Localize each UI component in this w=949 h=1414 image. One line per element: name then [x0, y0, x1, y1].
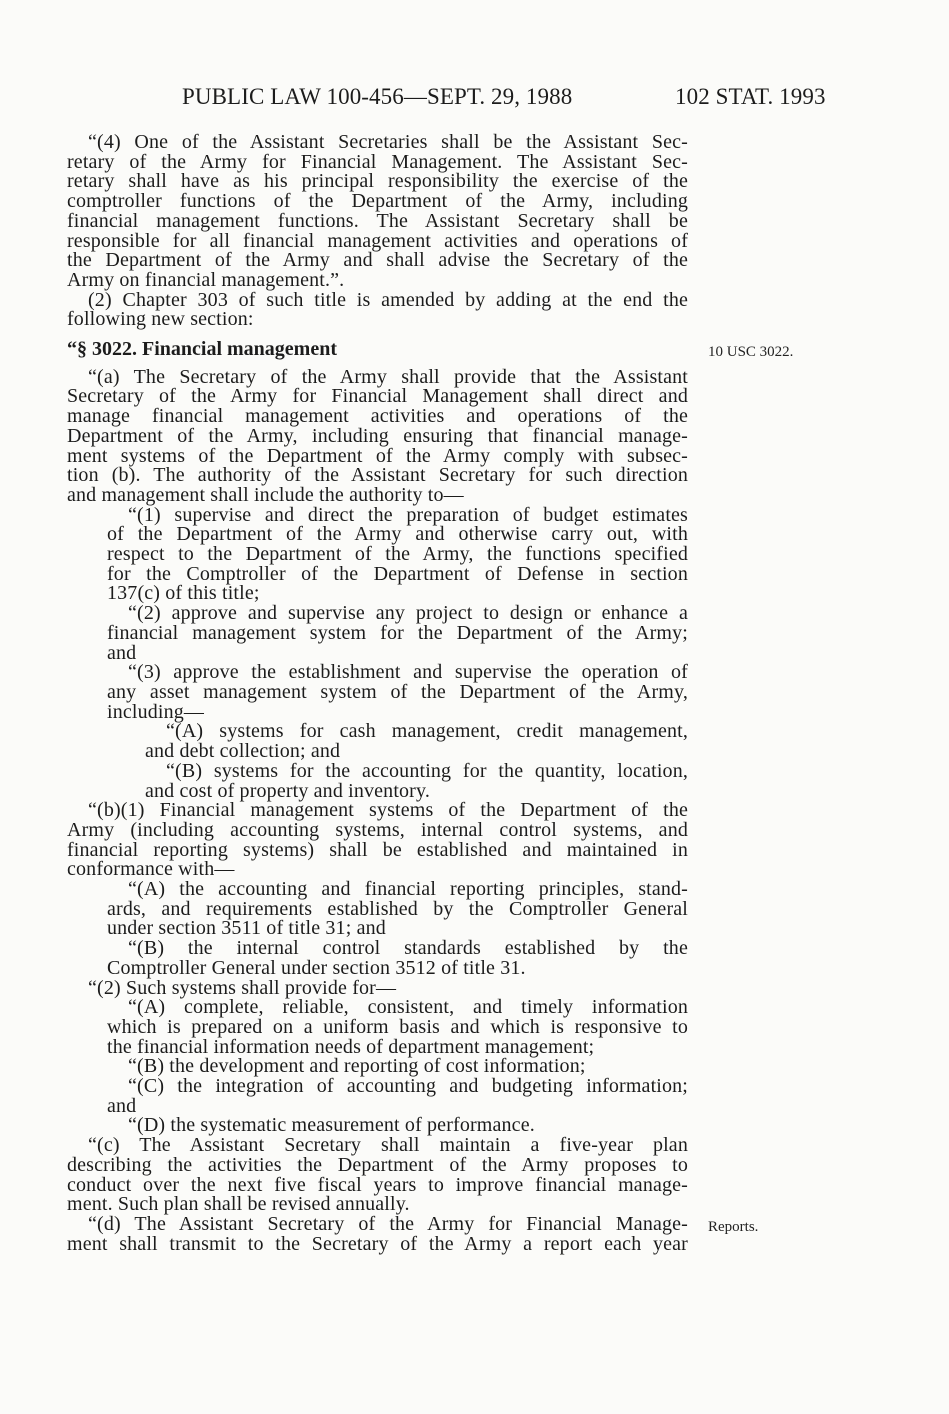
text-line: financial management functions. The Assistant Secretary shall be	[67, 209, 688, 232]
text-line: “(2) approve and supervise any project to design or enhance a	[128, 602, 688, 625]
text-line: “(B) systems for the accounting for the quantity, location,	[166, 759, 688, 782]
text-line: retary of the Army for Financial Management. The Assistant Sec-	[67, 150, 688, 173]
text-line: “(D) the systematic measurement of performance.	[128, 1114, 535, 1137]
paragraph	[67, 1136, 688, 1215]
text-line: “(A) complete, reliable, consistent, and timely information	[128, 996, 688, 1019]
text-line: ards, and requirements established by the Comptroller General	[107, 897, 688, 920]
text-line: 137(c) of this title;	[107, 582, 260, 605]
text-line: manage financial management activities and operations of the	[67, 405, 688, 428]
text-line: and management shall include the authority to—	[67, 483, 464, 506]
text-line: “(3) approve the establishment and supervise the operation of	[128, 661, 688, 684]
text-line: describing the activities the Department of the Army proposes to	[67, 1153, 688, 1176]
paragraph	[67, 722, 688, 761]
text-line: and debt collection; and	[145, 740, 341, 763]
text-line: “(a) The Secretary of the Army shall provide that the Assistant	[88, 365, 688, 388]
text-line: Army on financial management.”.	[67, 268, 345, 291]
text-line: “(B) the internal control standards established by the	[128, 937, 688, 960]
text-line: “(1) supervise and direct the preparation of budget estimates	[128, 503, 688, 526]
text-line: under section 3511 of title 31; and	[107, 917, 386, 940]
statute-body	[67, 131, 794, 1255]
text-line: the Department of the Army and shall advise the Secretary of the	[67, 249, 688, 272]
text-line: “(4) One of the Assistant Secretaries shall be the Assistant Sec-	[88, 131, 688, 153]
text-line: comptroller functions of the Department of the Army, including	[67, 190, 688, 213]
text-line: Comptroller General under section 3512 of title 31.	[107, 956, 526, 979]
text-line: ment systems of the Department of the Army comply with subsec-	[67, 444, 688, 467]
text-line: Army (including accounting systems, internal control systems, and	[67, 818, 688, 841]
paragraph	[67, 759, 688, 802]
paragraph	[67, 801, 688, 880]
paragraph	[67, 288, 688, 331]
margin-note-citation: 10 USC 3022.	[708, 344, 794, 361]
text-line: “(B) the development and reporting of cost information;	[128, 1055, 586, 1078]
text-line: conduct over the next five fiscal years to improve financial manage-	[67, 1173, 688, 1196]
paragraph	[67, 663, 688, 722]
text-line: “(b)(1) Financial management systems of the Department of the	[88, 799, 688, 822]
paragraph	[67, 133, 688, 291]
text-line: Department of the Army, including ensuring that financial manage-	[67, 424, 688, 447]
section-heading-text: “§ 3022. Financial management	[67, 338, 337, 361]
paragraph	[67, 604, 688, 663]
text-line: and	[107, 641, 137, 664]
text-line: for the Comptroller of the Department of Defense in section	[107, 562, 688, 585]
paragraph	[67, 503, 688, 605]
text-line: “(c) The Assistant Secretary shall maintain a five-year plan	[88, 1134, 688, 1157]
page-number: 102 STAT. 1993	[675, 84, 826, 109]
text-line: retary shall have as his principal responsibility the exercise of the	[67, 170, 688, 193]
margin-note: Reports.	[708, 1218, 759, 1235]
text-line: “(2) Such systems shall provide for—	[88, 976, 397, 999]
running-header-title: PUBLIC LAW 100-456—SEPT. 29, 1988	[182, 84, 573, 109]
text-line: which is prepared on a uniform basis and which is responsive to	[107, 1015, 688, 1038]
text-line: following new section:	[67, 308, 254, 331]
text-line: “(d) The Assistant Secretary of the Army for Financial Manage-	[88, 1212, 688, 1235]
text-line: “(A) the accounting and financial reporting principles, stand-	[128, 878, 688, 901]
text-line: and cost of property and inventory.	[145, 779, 430, 802]
text-line: the financial information needs of department management;	[107, 1035, 595, 1058]
text-line: responsible for all financial management activities and operations of	[67, 229, 688, 252]
paragraph	[67, 365, 688, 506]
text-line: “(A) systems for cash management, credit management,	[166, 720, 688, 743]
paragraph	[67, 998, 688, 1057]
paragraph	[67, 939, 688, 978]
text-line: ment. Such plan shall be revised annually.	[67, 1193, 410, 1216]
text-line: including—	[107, 700, 205, 723]
text-line: Secretary of the Army for Financial Management shall direct and	[67, 385, 688, 408]
paragraph	[67, 1077, 688, 1116]
section-heading	[67, 338, 794, 361]
text-line: “(C) the integration of accounting and budgeting information;	[128, 1075, 688, 1098]
text-line: tion (b). The authority of the Assistant Secretary for such direction	[67, 464, 688, 487]
text-line: of the Department of the Army and otherwise carry out, with	[107, 523, 688, 546]
text-line: financial reporting systems) shall be established and maintained in	[67, 838, 688, 861]
text-line: (2) Chapter 303 of such title is amended by adding at the end the	[88, 288, 688, 311]
paragraph	[67, 880, 688, 939]
text-line: and	[107, 1094, 137, 1117]
text-line: financial management system for the Department of the Army;	[107, 621, 688, 644]
text-line: ment shall transmit to the Secretary of the Army a report each year	[67, 1232, 688, 1255]
text-line: conformance with—	[67, 858, 235, 881]
text-line: respect to the Department of the Army, the functions specified	[107, 543, 688, 566]
paragraph	[67, 1212, 759, 1255]
text-line: any asset management system of the Department of the Army,	[107, 680, 688, 703]
